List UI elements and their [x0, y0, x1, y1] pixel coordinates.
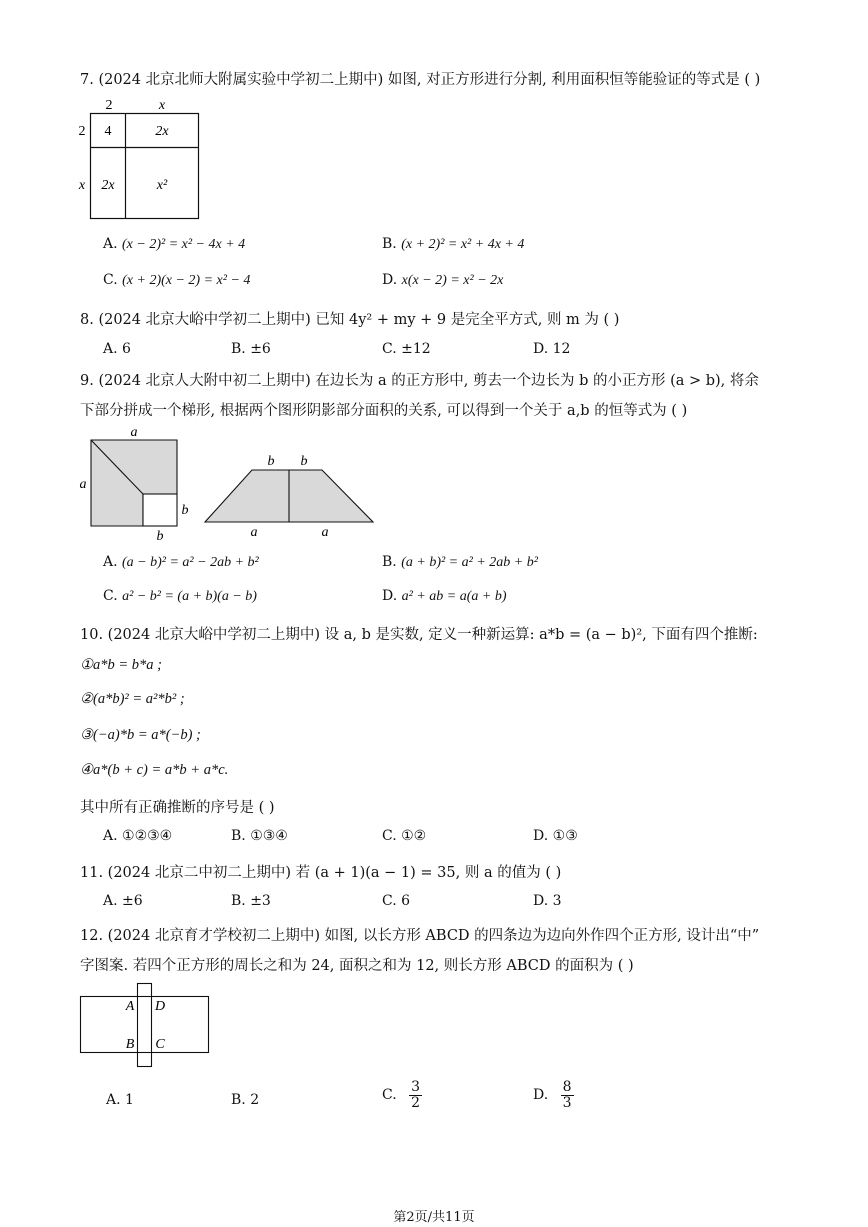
option-letter: D.: [533, 341, 549, 357]
q9-label-trap-bottom-left: a: [250, 525, 258, 540]
q7-option-b[interactable]: [382, 236, 524, 253]
option-text: ±3: [250, 893, 271, 909]
q9-option-d[interactable]: [382, 588, 507, 605]
q9-label-small-right: b: [181, 503, 189, 518]
option-text: ①③④: [250, 828, 288, 844]
option-letter: C.: [382, 1087, 397, 1104]
q7-side-label-2: x: [78, 178, 86, 193]
option-letter: A.: [106, 1092, 121, 1108]
fraction: [409, 1080, 422, 1110]
q9-label-trap-bottom-right: a: [321, 525, 329, 540]
option-text: ±12: [401, 341, 431, 357]
q10-option-d[interactable]: [533, 828, 578, 844]
option-letter: A.: [103, 236, 118, 252]
q9-option-a[interactable]: [103, 554, 259, 571]
q9-option-b[interactable]: [382, 554, 538, 571]
option-text: a² + ab = a(a + b): [401, 589, 507, 604]
option-text: ①②: [401, 828, 427, 844]
q9-label-trap-top-right: b: [300, 454, 308, 469]
q9-stem-line-2: 下部分拼成一个梯形, 根据两个图形阴影部分面积的关系, 可以得到一个关于 a,b 的恒等式为 ( ): [80, 403, 688, 419]
q8-option-d[interactable]: [533, 341, 570, 357]
option-text: ①②③④: [122, 828, 173, 844]
fraction: [561, 1080, 574, 1110]
q12-stem-line-2: 字图案. 若四个正方形的周长之和为 24, 面积之和为 12, 则长方形 ABCD 的面积为 ( ): [80, 958, 634, 974]
q10-inference-4: ④a*(b + c) = a*b + a*c.: [80, 762, 229, 778]
q7-square-figure: [74, 92, 204, 224]
q12-label-d: D: [154, 999, 166, 1014]
q11-option-d[interactable]: [533, 893, 562, 909]
q12-label-b: B: [125, 1037, 135, 1052]
q10-stem: 10. (2024 北京大峪中学初二上期中) 设 a, b 是实数, 定义一种新运算: a*b = (a − b)², 下面有四个推断:: [80, 627, 758, 643]
option-letter: B.: [231, 828, 246, 844]
q9-label-small-bottom: b: [156, 529, 164, 544]
q11-option-c[interactable]: [382, 893, 410, 909]
fraction-numerator: 8: [562, 1079, 572, 1095]
q12-stem-line-1: 12. (2024 北京育才学校初二上期中) 如图, 以长方形 ABCD 的四条边为边向外作四个正方形, 设计出“中”: [80, 928, 760, 944]
q12-label-a: A: [125, 999, 135, 1014]
q9-label-square-left: a: [79, 477, 87, 492]
option-letter: C.: [103, 588, 118, 604]
q7-cell-x2: x²: [156, 178, 168, 193]
q9-trapezoid-figure: [198, 450, 380, 540]
q12-label-c: C: [155, 1037, 165, 1052]
q9-option-c[interactable]: [103, 588, 257, 605]
q9-cut-square-figure: [74, 422, 194, 546]
fraction-denominator: 3: [562, 1094, 572, 1111]
option-text: 1: [125, 1092, 134, 1108]
option-text: ±6: [250, 341, 271, 357]
option-text: x(x − 2) = x² − 2x: [401, 273, 504, 288]
q12-option-c[interactable]: [382, 1080, 422, 1110]
option-text: 6: [401, 893, 411, 909]
q10-inference-3: ③(−a)*b = a*(−b) ;: [80, 727, 201, 743]
q12-option-b[interactable]: [231, 1092, 259, 1108]
q7-cell-2x-top: 2x: [155, 124, 169, 139]
option-letter: D.: [533, 1087, 549, 1104]
q10-inference-1: ①a*b = b*a ;: [80, 657, 162, 673]
fraction-denominator: 2: [411, 1094, 421, 1111]
option-letter: B.: [382, 554, 397, 570]
option-text: ①③: [552, 828, 578, 844]
option-letter: A.: [103, 341, 118, 357]
q10-prompt: 其中所有正确推断的序号是 ( ): [80, 800, 275, 816]
q8-option-a[interactable]: [103, 341, 131, 357]
option-letter: A.: [103, 893, 118, 909]
q9-label-square-top: a: [130, 425, 138, 440]
q12-zhong-figure: [76, 980, 214, 1070]
page-footer: 第2页/共11页: [393, 1210, 475, 1225]
q7-top-label-1: 2: [105, 98, 113, 113]
option-text: (x − 2)² = x² − 4x + 4: [122, 237, 246, 252]
option-letter: D.: [382, 272, 398, 288]
option-letter: C.: [382, 341, 397, 357]
option-text: (a − b)² = a² − 2ab + b²: [122, 555, 259, 570]
option-text: 12: [552, 341, 571, 357]
q11-option-a[interactable]: [103, 893, 143, 909]
q9-label-trap-top-left: b: [267, 454, 275, 469]
q8-option-c[interactable]: [382, 341, 431, 357]
option-text: 6: [122, 341, 131, 357]
option-letter: A.: [103, 554, 118, 570]
option-letter: C.: [103, 272, 118, 288]
option-letter: B.: [231, 893, 246, 909]
option-letter: D.: [382, 588, 398, 604]
q9-stem-line-1: 9. (2024 北京人大附中初二上期中) 在边长为 a 的正方形中, 剪去一个边长为 b 的小正方形 (a > b), 将余: [80, 373, 759, 389]
q11-option-b[interactable]: [231, 893, 271, 909]
q8-option-b[interactable]: [231, 341, 271, 357]
fraction-numerator: 3: [411, 1079, 421, 1095]
option-letter: B.: [231, 341, 246, 357]
q11-stem: 11. (2024 北京二中初二上期中) 若 (a + 1)(a − 1) = 35, 则 a 的值为 ( ): [80, 865, 562, 881]
option-text: a² − b² = (a + b)(a − b): [122, 589, 257, 604]
option-text: 3: [552, 893, 562, 909]
q7-stem: 7. (2024 北京北师大附属实验中学初二上期中) 如图, 对正方形进行分割, 利用面积恒等能验证的等式是 ( ): [80, 72, 761, 88]
option-text: (x + 2)(x − 2) = x² − 4: [122, 273, 251, 288]
option-text: ±6: [122, 893, 143, 909]
q8-stem: 8. (2024 北京大峪中学初二上期中) 已知 4y² + my + 9 是完全平方式, 则 m 为 ( ): [80, 312, 620, 328]
q10-option-a[interactable]: [103, 828, 172, 844]
q7-side-label-1: 2: [78, 124, 86, 139]
q10-option-c[interactable]: [382, 828, 426, 844]
option-letter: A.: [103, 828, 118, 844]
q7-option-c[interactable]: [103, 272, 250, 289]
q12-option-d[interactable]: [533, 1080, 574, 1110]
q12-option-a[interactable]: [106, 1092, 134, 1108]
option-letter: C.: [382, 893, 397, 909]
option-letter: D.: [533, 893, 549, 909]
option-letter: B.: [231, 1092, 246, 1108]
option-letter: D.: [533, 828, 549, 844]
option-text: 2: [250, 1092, 260, 1108]
option-letter: B.: [382, 236, 397, 252]
q7-top-label-2: x: [158, 98, 166, 113]
q10-option-b[interactable]: [231, 828, 288, 844]
option-text: (x + 2)² = x² + 4x + 4: [401, 237, 525, 252]
q7-cell-2x-left: 2x: [101, 178, 115, 193]
q10-inference-2: ②(a*b)² = a²*b² ;: [80, 691, 185, 707]
option-letter: C.: [382, 828, 397, 844]
q7-option-d[interactable]: [382, 272, 503, 289]
option-text: (a + b)² = a² + 2ab + b²: [401, 555, 538, 570]
q7-option-a[interactable]: [103, 236, 245, 253]
q7-cell-4: 4: [104, 124, 112, 139]
